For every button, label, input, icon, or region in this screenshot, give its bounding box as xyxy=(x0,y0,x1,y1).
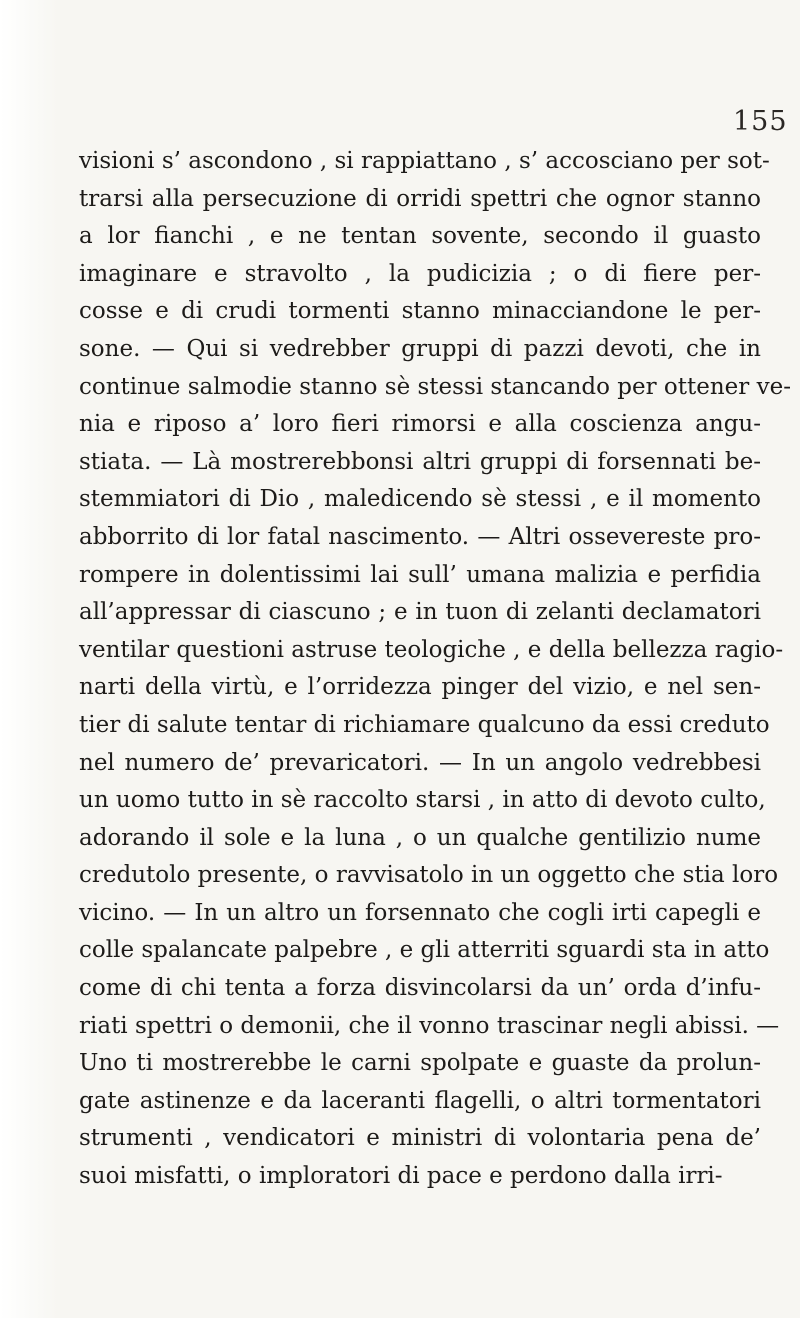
text-line: nia e riposo a’ loro fieri rimorsi e alla coscienza angu- xyxy=(79,411,761,438)
text-line: colle spalancate palpebre , e gli atterriti sguardi sta in atto xyxy=(79,937,770,964)
text-line: adorando il sole e la luna , o un qualche gentilizio nume xyxy=(79,824,761,851)
text-line: Uno ti mostrerebbe le carni spolpate e guaste da prolun- xyxy=(79,1050,761,1077)
text-line: gate astinenze e da laceranti flagelli, o altri tormentatori xyxy=(79,1087,761,1114)
text-line: visioni s’ ascondono , si rappiattano , s’ accosciano per sot- xyxy=(79,148,770,174)
text-line: stiata. — Là mostrerebbonsi altri gruppi di forsennati be- xyxy=(79,448,761,475)
text-line: riati spettri o demonii, che il vonno trascinar negli abissi. — xyxy=(79,1012,780,1039)
text-line: cosse e di crudi tormenti stanno minacciandone le per- xyxy=(79,298,761,325)
body-text xyxy=(79,143,791,1196)
text-line: narti della virtù, e l’orridezza pinger del vizio, e nel sen- xyxy=(79,674,761,701)
text-line: tier di salute tentar di richiamare qualcuno da essi creduto xyxy=(79,711,770,738)
text-line: come di chi tenta a forza disvincolarsi da un’ orda d’infu- xyxy=(79,975,761,1002)
text-line: imaginare e stravolto , la pudicizia ; o di fiere per- xyxy=(79,260,761,287)
text-line: nel numero de’ prevaricatori. — In un angolo vedrebbesi xyxy=(79,749,761,776)
text-line: vicino. — In un altro un forsennato che cogli irti capegli e xyxy=(79,899,761,926)
text-line: continue salmodie stanno sè stessi stancando per ottener ve- xyxy=(79,373,791,400)
text-line: abborrito di lor fatal nascimento. — Altri ossevereste pro- xyxy=(79,523,761,550)
page-number: 155 xyxy=(733,106,788,137)
text-line: strumenti , vendicatori e ministri di volontaria pena de’ xyxy=(79,1125,761,1152)
text-line: credutolo presente, o ravvisatolo in un oggetto che stia loro xyxy=(79,862,779,889)
text-line: suoi misfatti, o imploratori di pace e perdono dalla irri- xyxy=(79,1163,723,1190)
text-line: rompere in dolentissimi lai sull’ umana malizia e perfidia xyxy=(79,561,761,588)
text-line: trarsi alla persecuzione di orridi spettri che ognor stanno xyxy=(79,185,761,212)
page-gutter xyxy=(0,0,58,1318)
text-line: all’appressar di ciascuno ; e in tuon di zelanti declamatori xyxy=(79,599,761,626)
text-line: a lor fianchi , e ne tentan sovente, secondo il guasto xyxy=(79,223,761,250)
text-line: un uomo tutto in sè raccolto starsi , in atto di devoto culto, xyxy=(79,787,766,814)
text-line: sone. — Qui si vedrebber gruppi di pazzi devoti, che in xyxy=(79,335,761,362)
text-line: stemmiatori di Dio , maledicendo sè stessi , e il momento xyxy=(79,486,761,513)
text-line: ventilar questioni astruse teologiche , e della bellezza ragio- xyxy=(79,636,784,663)
